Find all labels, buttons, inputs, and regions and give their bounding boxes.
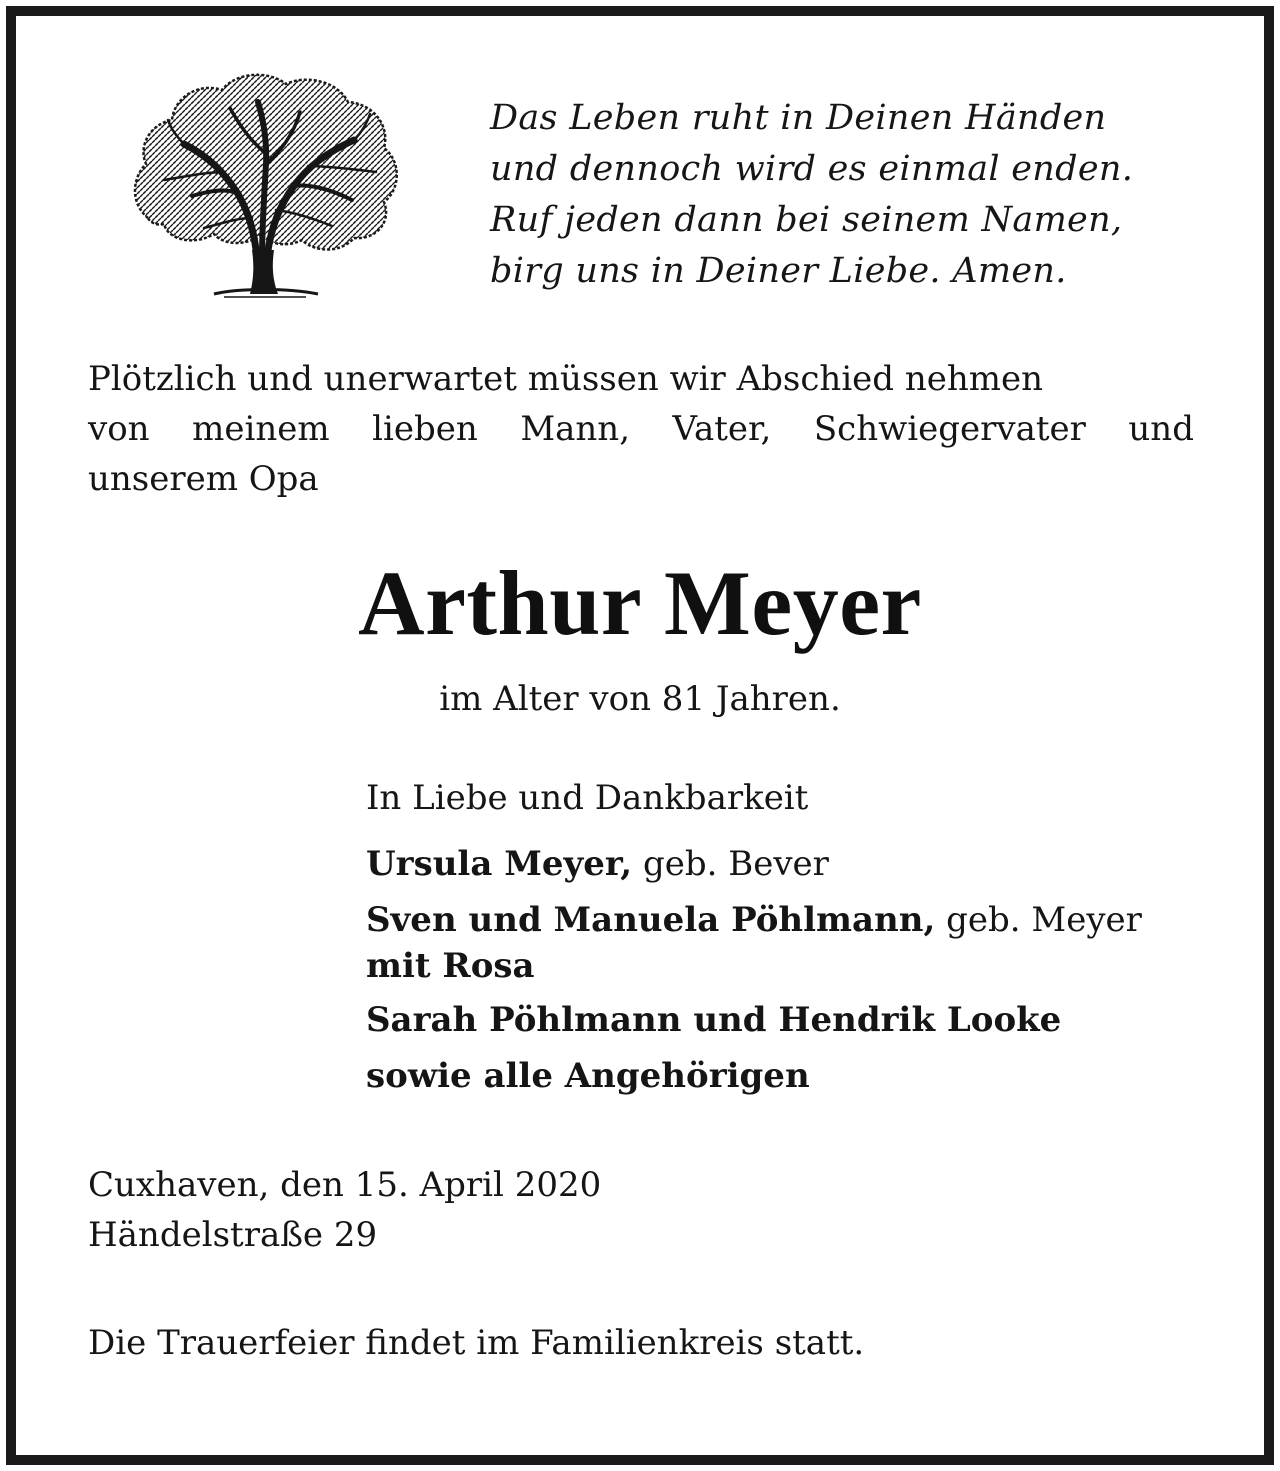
- intro-word: meinem: [192, 409, 330, 449]
- intro-line-3: unserem Opa: [88, 459, 319, 499]
- mourner-sarah-hendrik: [366, 1000, 1061, 1040]
- poem: [490, 93, 1210, 297]
- mourner-name: Sarah Pöhlmann und Hendrik Looke: [366, 1000, 1062, 1040]
- intro-word: und: [1128, 409, 1194, 449]
- mourner-name: Ursula Meyer,: [366, 844, 633, 884]
- deceased-name: Arthur Meyer: [358, 552, 922, 654]
- intro-word: von: [88, 409, 150, 449]
- tree-icon: [128, 68, 403, 300]
- intro-word: Schwiegervater: [813, 409, 1086, 449]
- mourner-rosa: [366, 946, 535, 986]
- intro-line-2: [88, 404, 1194, 454]
- intro-word: Vater,: [672, 409, 772, 449]
- deceased-age: im Alter von 81 Jahren.: [439, 679, 841, 719]
- mourner-name: sowie alle Angehörigen: [366, 1056, 810, 1096]
- mourner-note: geb. Bever: [632, 844, 829, 884]
- mourner-note: geb. Meyer: [935, 900, 1142, 940]
- poem-line: und dennoch wird es einmal enden.: [490, 149, 1134, 189]
- mourner-name: Sven und Manuela Pöhlmann,: [366, 900, 936, 940]
- mourner-sven-manuela: [366, 900, 1142, 940]
- mourners-heading: In Liebe und Dankbarkeit: [366, 778, 809, 818]
- poem-line: Ruf jeden dann bei seinem Namen,: [490, 200, 1123, 240]
- mourner-name: mit Rosa: [366, 946, 535, 986]
- intro-line-1: Plötzlich und unerwartet müssen wir Abschied nehmen: [88, 359, 1044, 399]
- mourner-ursula: [366, 844, 829, 884]
- place-date: [88, 1160, 601, 1260]
- address-line: Händelstraße 29: [88, 1215, 378, 1255]
- intro-word: Mann,: [520, 409, 631, 449]
- intro-word: lieben: [372, 409, 478, 449]
- closing-note: Die Trauerfeier findet im Familienkreis statt.: [88, 1323, 865, 1363]
- poem-line: birg uns in Deiner Liebe. Amen.: [490, 251, 1067, 291]
- poem-line: Das Leben ruht in Deinen Händen: [490, 98, 1107, 138]
- intro-text: [88, 354, 1194, 504]
- mourner-relatives: [366, 1056, 810, 1096]
- date-line: Cuxhaven, den 15. April 2020: [88, 1165, 602, 1205]
